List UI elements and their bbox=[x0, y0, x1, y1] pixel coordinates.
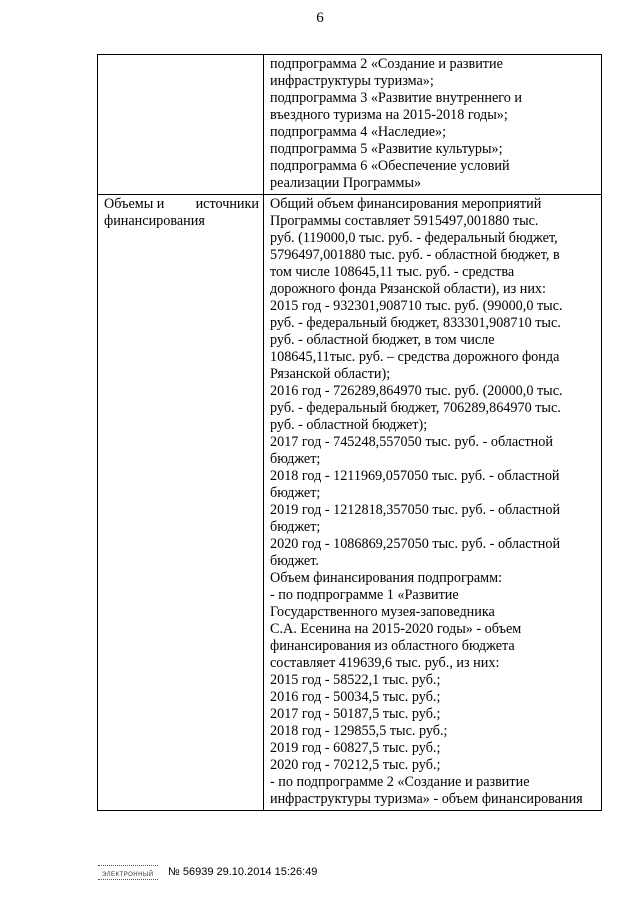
text-line: 2015 год - 932301,908710 тыс. руб. (99000,0 тыс. bbox=[270, 298, 563, 314]
text-line: С.А. Есенина на 2015-2020 годы» - объем bbox=[270, 621, 522, 637]
text-line: Общий объем финансирования мероприятий bbox=[270, 196, 542, 212]
text-line: - по подпрограмме 2 «Создание и развитие bbox=[270, 774, 530, 790]
passport-table bbox=[97, 54, 602, 811]
text-line: въездного туризма на 2015-2018 годы»; bbox=[270, 107, 508, 123]
text-line: дорожного фонда Рязанской области), из них: bbox=[270, 281, 546, 297]
text-line: 108645,11тыс. руб. – средства дорожного фонда bbox=[270, 349, 560, 365]
document-registration-number: № 56939 29.10.2014 15:26:49 bbox=[168, 866, 318, 878]
text-line: Государственного музея-заповедника bbox=[270, 604, 495, 620]
left-heading-line2: финансирования bbox=[104, 213, 205, 229]
footer bbox=[98, 863, 317, 881]
text-line: Объем финансирования подпрограмм: bbox=[270, 570, 503, 586]
text-line: 2015 год - 58522,1 тыс. руб.; bbox=[270, 672, 441, 688]
text-line: Рязанской области); bbox=[270, 366, 391, 382]
text-line: бюджет; bbox=[270, 451, 321, 467]
page-number: 6 bbox=[316, 10, 324, 26]
text-line: 2017 год - 745248,557050 тыс. руб. - областной bbox=[270, 434, 553, 450]
text-line: 2017 год - 50187,5 тыс. руб.; bbox=[270, 706, 441, 722]
text-line: - по подпрограмме 1 «Развитие bbox=[270, 587, 459, 603]
text-line: 2016 год - 50034,5 тыс. руб.; bbox=[270, 689, 441, 705]
text-line: 5796497,001880 тыс. руб. - областной бюджет, в bbox=[270, 247, 560, 263]
text-line: руб. - федеральный бюджет, 706289,864970 тыс. bbox=[270, 400, 561, 416]
text-line: реализации Программы» bbox=[270, 175, 422, 191]
text-line: бюджет. bbox=[270, 553, 319, 569]
table-row bbox=[98, 55, 602, 195]
text-line: том числе 108645,11 тыс. руб. - средства bbox=[270, 264, 515, 280]
text-line: инфраструктуры туризма»; bbox=[270, 73, 434, 89]
text-line: подпрограмма 6 «Обеспечение условий bbox=[270, 158, 510, 174]
text-line: составляет 419639,6 тыс. руб., из них: bbox=[270, 655, 500, 671]
text-line: подпрограмма 2 «Создание и развитие bbox=[270, 56, 503, 72]
row2-right-cell bbox=[264, 195, 602, 811]
table-row bbox=[98, 195, 602, 811]
text-line: подпрограмма 4 «Наследие»; bbox=[270, 124, 447, 140]
text-line: Программы составляет 5915497,001880 тыс. bbox=[270, 213, 539, 229]
text-line: 2018 год - 1211969,057050 тыс. руб. - областной bbox=[270, 468, 560, 484]
text-line: 2020 год - 1086869,257050 тыс. руб. - областной bbox=[270, 536, 561, 552]
text-line: руб. - областной бюджет); bbox=[270, 417, 428, 433]
row2-left-cell bbox=[98, 195, 264, 811]
left-heading-word: источники bbox=[195, 196, 259, 212]
text-line: 2016 год - 726289,864970 тыс. руб. (20000,0 тыс. bbox=[270, 383, 563, 399]
row1-left-cell bbox=[98, 55, 264, 195]
electronic-stamp bbox=[98, 863, 158, 881]
text-line: бюджет; bbox=[270, 485, 321, 501]
text-line: 2019 год - 1212818,357050 тыс. руб. - областной bbox=[270, 502, 561, 518]
text-line: подпрограмма 5 «Развитие культуры»; bbox=[270, 141, 503, 157]
text-line: руб. - областной бюджет, в том числе bbox=[270, 332, 495, 348]
text-line: подпрограмма 3 «Развитие внутреннего и bbox=[270, 90, 522, 106]
text-line: финансирования из областного бюджета bbox=[270, 638, 515, 654]
left-heading-word: Объемы и bbox=[104, 196, 165, 212]
left-heading-line1 bbox=[104, 196, 259, 213]
stamp-text: ЭЛЕКТРОННЫЙ bbox=[102, 872, 154, 878]
text-line: бюджет; bbox=[270, 519, 321, 535]
text-line: руб. - федеральный бюджет, 833301,908710 тыс. bbox=[270, 315, 561, 331]
text-line: 2019 год - 60827,5 тыс. руб.; bbox=[270, 740, 441, 756]
row1-right-cell bbox=[264, 55, 602, 195]
text-line: 2020 год - 70212,5 тыс. руб.; bbox=[270, 757, 441, 773]
text-line: инфраструктуры туризма» - объем финансирования bbox=[270, 791, 583, 807]
text-line: руб. (119000,0 тыс. руб. - федеральный бюджет, bbox=[270, 230, 558, 246]
text-line: 2018 год - 129855,5 тыс. руб.; bbox=[270, 723, 448, 739]
